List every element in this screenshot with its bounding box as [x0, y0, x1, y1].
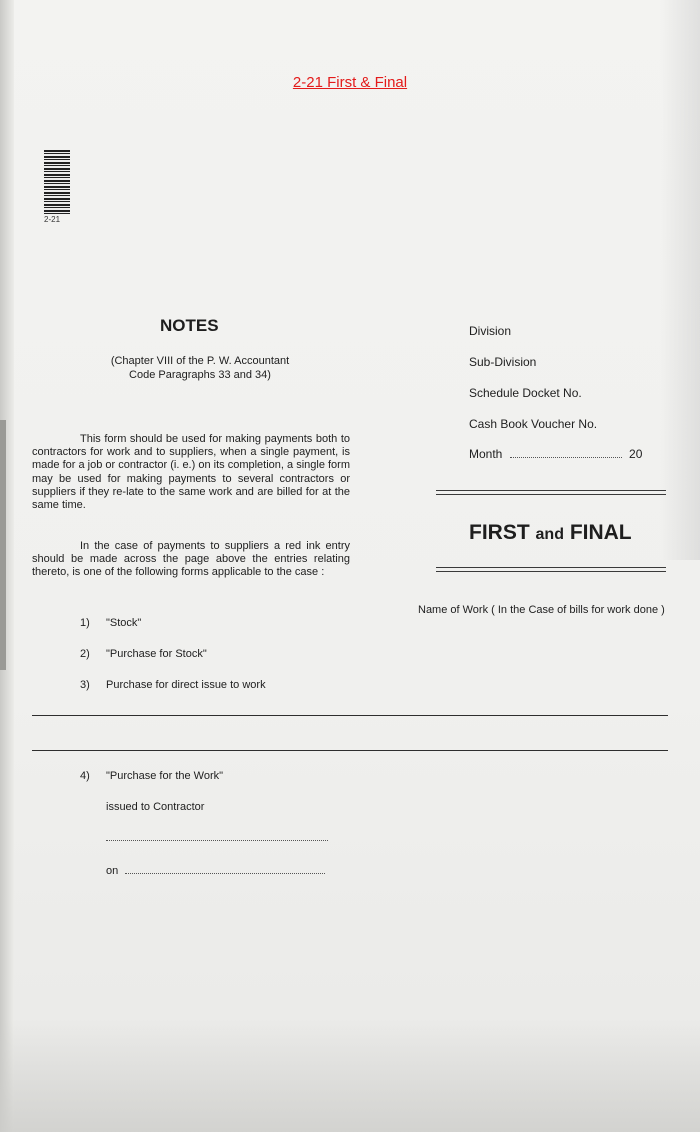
list-item-number: 3)	[80, 679, 90, 691]
on-label: on	[106, 865, 119, 877]
chapter-line-2: Code Paragraphs 33 and 34)	[129, 369, 271, 381]
form-title	[469, 521, 632, 545]
issued-to-contractor-label: issued to Contractor	[106, 801, 205, 813]
list-item-number: 4)	[80, 770, 90, 782]
horizontal-rule	[32, 750, 668, 751]
contractor-dotted-line	[106, 830, 328, 844]
horizontal-rule	[32, 715, 668, 716]
list-item-text: "Purchase for Stock"	[106, 648, 207, 660]
list-item-number: 1)	[80, 617, 90, 629]
list-item	[80, 769, 224, 783]
list-item-text: "Purchase for the Work"	[106, 770, 224, 782]
notes-paragraph-1: This form should be used for making payments both to contractors for work and to suppliers, when a single payment, is made for a job or contractor (i. e.) on its completion, a single form may be used for making payments to several contractors or suppliers if they re-late to the same work and are billed for at the same time.	[32, 433, 350, 512]
month-field	[469, 447, 642, 461]
list-item-text: "Stock"	[106, 617, 142, 629]
page-binding-shadow	[0, 420, 6, 670]
cash-book-voucher-label: Cash Book Voucher No.	[469, 417, 598, 431]
barcode-icon	[44, 150, 70, 214]
page-bottom-shadow	[0, 1020, 700, 1132]
notes-title: NOTES	[160, 316, 219, 335]
year-prefix: 20	[629, 447, 643, 461]
double-rule	[436, 490, 666, 495]
list-item-text: Purchase for direct issue to work	[106, 679, 266, 691]
division-label: Division	[469, 324, 512, 338]
list-item-number: 2)	[80, 648, 90, 660]
title-first: FIRST	[469, 521, 530, 544]
notes-chapter-reference	[80, 354, 320, 382]
chapter-line-1: (Chapter VIII of the P. W. Accountant	[110, 355, 290, 367]
list-item	[80, 678, 266, 692]
name-of-work-label: Name of Work ( In the Case of bills for work done )	[418, 604, 665, 616]
barcode-label: 2-21	[44, 215, 61, 224]
dotted-line	[106, 830, 328, 841]
month-dotted-line	[510, 447, 622, 458]
double-rule	[436, 567, 666, 572]
sub-division-label: Sub-Division	[469, 355, 537, 369]
document-header: 2-21 First & Final	[292, 74, 408, 91]
on-dotted-line	[125, 863, 325, 874]
notes-paragraph-2: In the case of payments to suppliers a red ink entry should be made across the page above the entries relating thereto, is one of the following forms applicable to the case :	[32, 540, 350, 579]
list-item	[80, 647, 207, 661]
on-date-field	[106, 863, 325, 878]
schedule-docket-label: Schedule Docket No.	[469, 386, 582, 400]
list-item	[80, 616, 142, 630]
month-label: Month	[469, 447, 503, 461]
page-right-shadow	[660, 0, 700, 560]
title-and: and	[535, 526, 564, 543]
title-final: FINAL	[569, 521, 632, 544]
